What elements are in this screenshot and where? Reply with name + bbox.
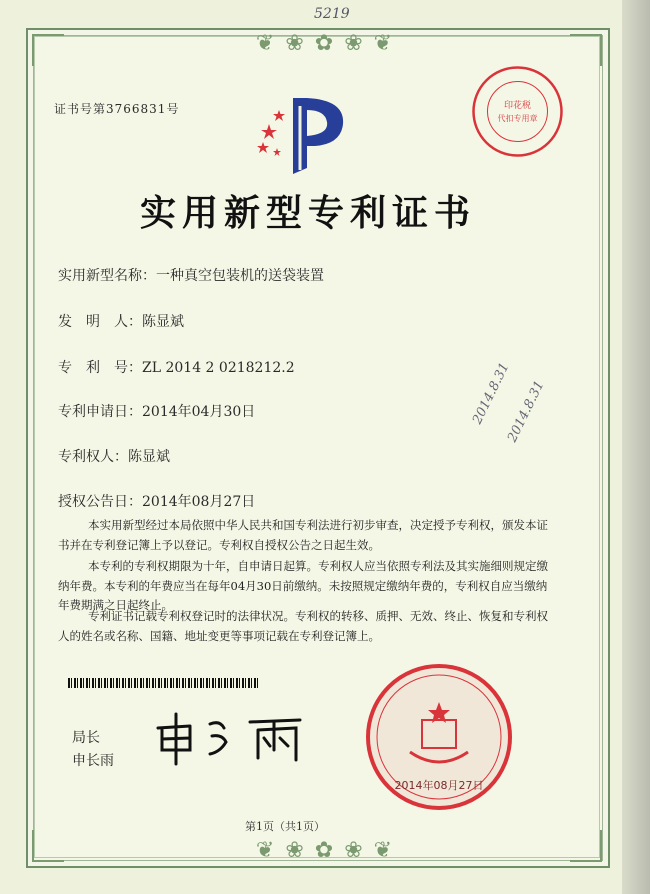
corner-ornament bbox=[570, 34, 602, 66]
application-date: 专利申请日：2014年04月30日 bbox=[58, 404, 256, 420]
margin-handwriting: 2014.8.31 bbox=[470, 360, 513, 427]
sipo-seal-icon bbox=[364, 662, 514, 812]
announcement-date: 授权公告日：2014年08月27日 bbox=[58, 494, 256, 510]
handwritten-signature bbox=[150, 706, 320, 766]
page-number: 第1页（共1页） bbox=[245, 820, 325, 833]
handwritten-number: 5219 bbox=[314, 6, 350, 22]
paragraph-grant: 本实用新型经过本局依照中华人民共和国专利法进行初步审查，决定授予专利权，颁发本证书并在专利登记簿上予以登记。专利权自授权公告之日起生效。 bbox=[58, 518, 548, 552]
stamp-small-inner-line1: 印花税 bbox=[503, 101, 532, 111]
corner-ornament bbox=[32, 830, 64, 862]
patent-number: 专 利 号：ZL 2014 2 0218212.2 bbox=[58, 360, 295, 376]
seal-date: 2014年08月27日 bbox=[394, 779, 484, 792]
patentee: 专利权人：陈显斌 bbox=[58, 449, 170, 465]
signer-title: 局长 bbox=[72, 730, 100, 746]
top-ornament-icon: ❦ ❀ ✿ ❀ ❦ bbox=[255, 31, 395, 56]
bottom-ornament-icon: ❦ ❀ ✿ ❀ ❦ bbox=[255, 838, 395, 863]
barcode bbox=[68, 678, 258, 688]
certificate-title: 实用新型专利证书 bbox=[140, 192, 477, 234]
stamp-small-inner-line2: 代扣专用章 bbox=[497, 114, 538, 123]
scan-shadow bbox=[622, 0, 650, 894]
inventor: 发 明 人：陈显斌 bbox=[58, 314, 184, 330]
paragraph-legal-status: 专利证书记载专利权登记时的法律状况。专利权的转移、质押、无效、终止、恢复和专利权人的姓名或名称、国籍、地址变更等事项记载在专利登记簿上。 bbox=[58, 609, 548, 643]
corner-ornament bbox=[570, 830, 602, 862]
certificate-number: 证书号第3766831号 bbox=[54, 102, 180, 116]
tax-stamp-icon bbox=[470, 64, 565, 159]
signer-name: 申长雨 bbox=[72, 753, 114, 769]
paragraph-term: 本专利的专利权期限为十年，自申请日起算。专利权人应当依照专利法及其实施细则规定缴纳年费。本专利的年费应当在每年04月30日前缴纳。未按照规定缴纳年费的，专利权自应当缴纳年费期满之日起终止。 bbox=[58, 559, 548, 612]
margin-handwriting: 2014.8.31 bbox=[505, 378, 548, 445]
utility-model-name: 实用新型名称：一种真空包装机的送袋装置 bbox=[58, 268, 324, 284]
corner-ornament bbox=[32, 34, 64, 66]
patent-logo-icon bbox=[255, 86, 365, 176]
